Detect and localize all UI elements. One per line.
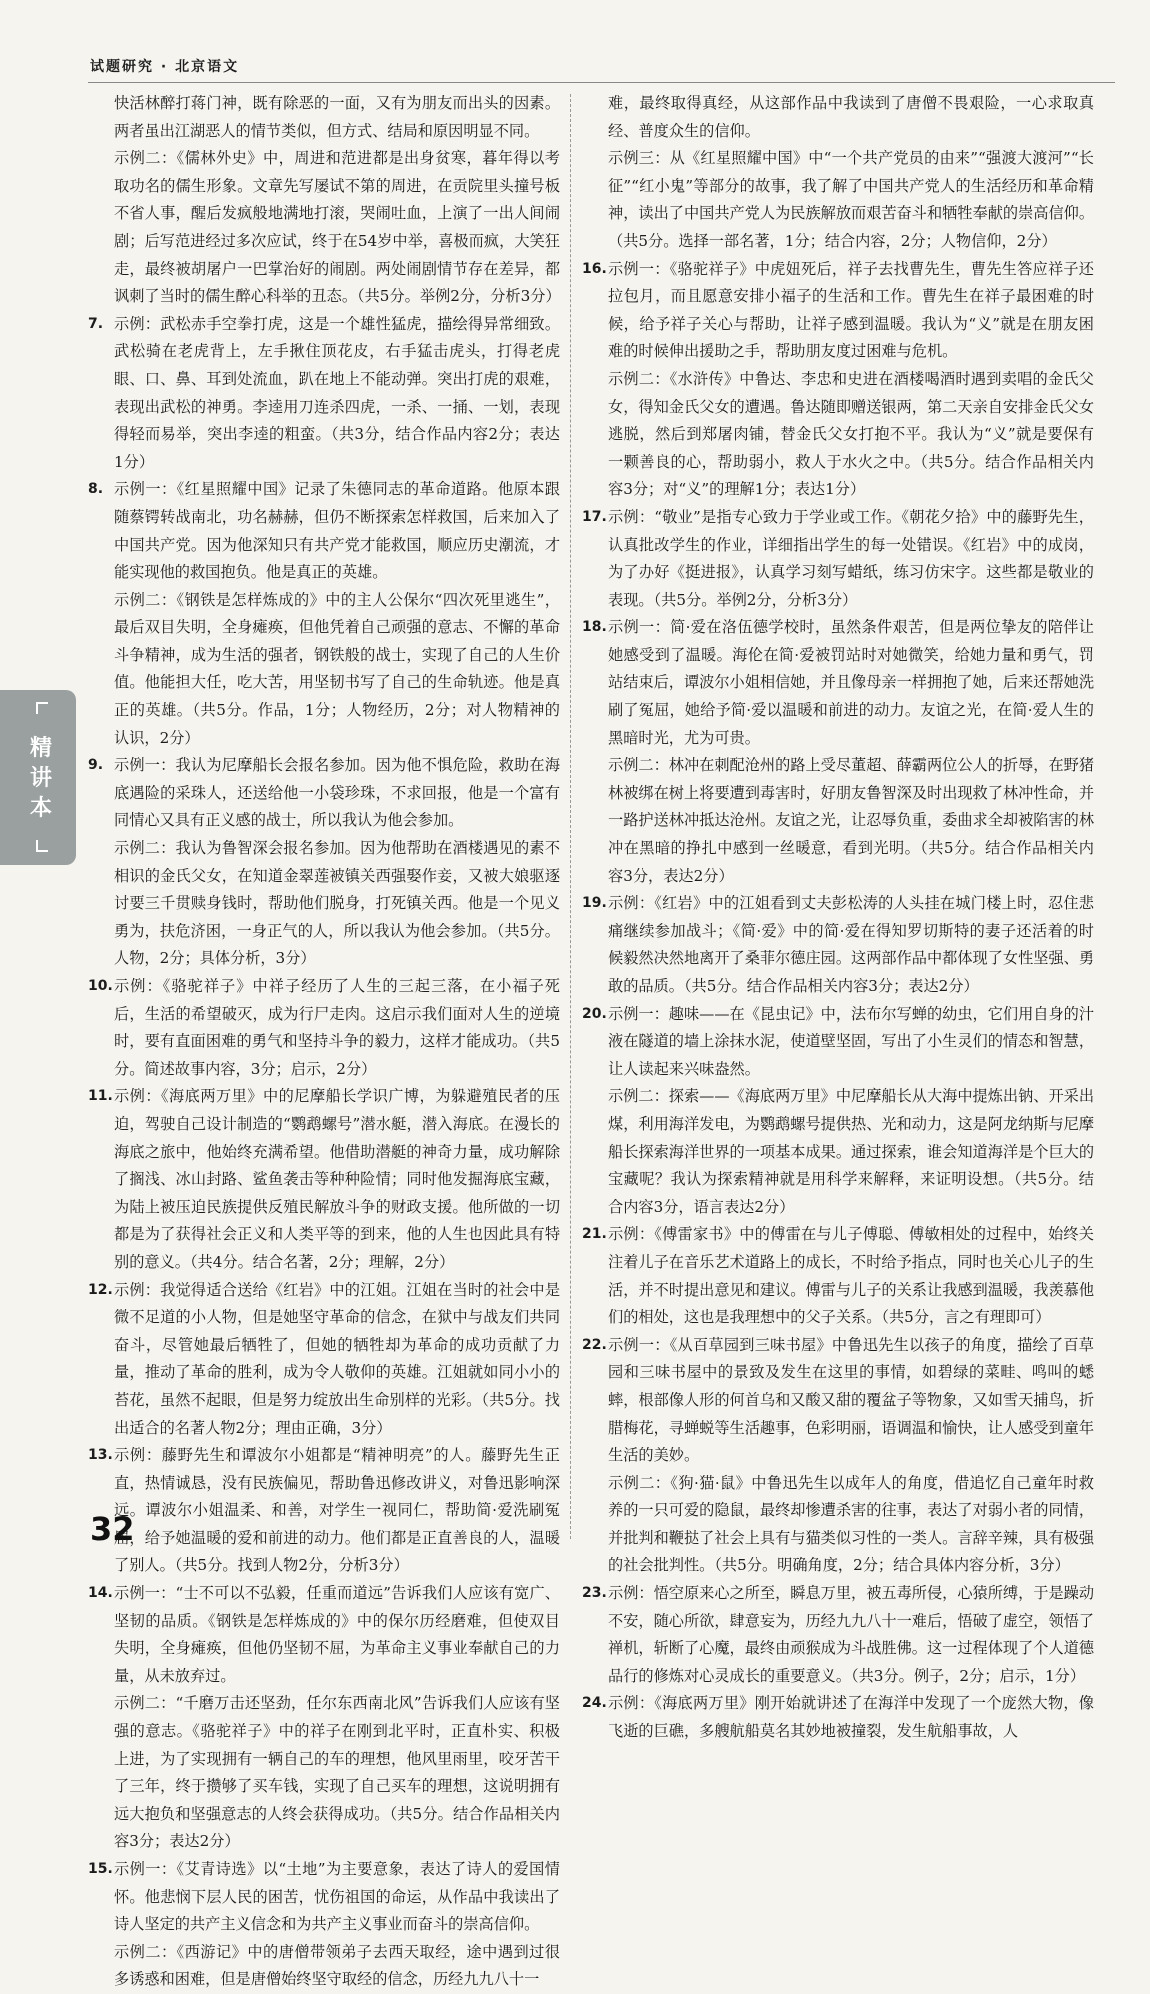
question-number: 13. bbox=[88, 1447, 113, 1464]
answer-text: 示例一：《艾青诗选》以“土地”为主要意象，表达了诗人的爱国情怀。他悲悯下层人民的困苦，忧伤祖国的命运，从作品中我读出了诗人坚定的共产主义信念和为共产主义事业而奋斗的崇高信仰。 bbox=[114, 1860, 560, 1934]
answer-text: 示例一：“士不可以不弘毅，任重而道远”告诉我们人应该有宽广、坚韧的品质。《钢铁是怎样炼成的》中的保尔历经磨难，但使双目失明，全身瘫痪，但他仍坚韧不屈，为革命主义事业奉献自己的力量，从未放弃过。 bbox=[114, 1584, 560, 1685]
question-number: 22. bbox=[582, 1336, 607, 1353]
question-number: 11. bbox=[88, 1088, 113, 1105]
answer-item bbox=[584, 614, 1094, 752]
question-number: 23. bbox=[582, 1585, 607, 1602]
answer-text: 示例：《海底两万里》刚开始就讲述了在海洋中发现了一个庞然大物，像飞逝的巨礁，多艘航船莫名其妙地被撞裂，发生航船事故，人 bbox=[608, 1694, 1094, 1741]
answer-paragraph: 示例二：《狗·猫·鼠》中鲁迅先生以成年人的角度，借追忆自己童年时救养的一只可爱的隐鼠，最终却惨遭杀害的往事，表达了对弱小者的同情，并批判和鞭挞了社会上具有与猫类似习性的一类人。言辞辛辣，具有极强的社会批判性。（共5分。明确角度，2分；结合具体内容分析，3分） bbox=[608, 1473, 1094, 1575]
answer-text: 示例：悟空原来心之所至，瞬息万里，被五毒所侵，心猿所缚，于是躁动不安，随心所欲，肆意妄为，历经九九八十一难后，悟破了虚空，领悟了禅机，斩断了心魔，最终由顽猴成为斗战胜佛。这一过程体现了个人道德品行的修炼对心灵成长的重要意义。（共3分。例子，2分；启示，1分） bbox=[608, 1584, 1094, 1685]
answer-text: 示例一：《骆驼祥子》中虎妞死后，祥子去找曹先生，曹先生答应祥子还拉包月，而且愿意安排小福子的生活和工作。曹先生在祥子最困难的时候，给予祥子关心与帮助，让祥子感到温暖。我认为“义”就是在朋友困难的时候伸出援助之手，帮助朋友度过困难与危机。 bbox=[608, 259, 1094, 361]
question-number: 8. bbox=[88, 481, 104, 498]
question-number: 24. bbox=[582, 1695, 607, 1712]
question-number: 15. bbox=[88, 1861, 113, 1877]
answer-item bbox=[90, 1083, 560, 1276]
answer-paragraph: 难，最终取得真经，从这部作品中我读到了唐僧不畏艰险，一心求取真经、普度众生的信仰。 bbox=[608, 94, 1094, 140]
answer-item bbox=[90, 1442, 560, 1580]
tab-corner-mark bbox=[36, 702, 48, 714]
answer-paragraph: 示例二：探索——《海底两万里》中尼摩船长从大海中提炼出钠、开采出煤，利用海洋发电，为鹦鹉螺号提供热、光和动力，这是阿龙纳斯与尼摩船长探索海洋世界的一项基本成果。通过探索，谁会知道海洋是个巨大的宝藏呢？我认为探索精神就是用科学来解释，来证明设想。（共5分。结合内容3分，语言表达2分） bbox=[608, 1087, 1094, 1216]
question-number: 10. bbox=[88, 978, 113, 994]
answer-paragraph: 示例二：林冲在刺配沧州的路上受尽董超、薛霸两位公人的折辱，在野猪林被绑在树上将要遭到毒害时，好朋友鲁智深及时出现救了林冲性命，并一路护送林冲抵达沧州。友谊之光，让忍辱负重，委曲求全却被陷害的林冲在黑暗的挣扎中感到一丝暖意，看到光明。（共5分。结合作品相关内容3分，表达2分） bbox=[608, 756, 1094, 885]
section-tab bbox=[0, 690, 76, 865]
answer-text: 示例：“敬业”是指专心致力于学业或工作。《朝花夕拾》中的藤野先生，认真批改学生的作业，详细指出学生的每一处错误。《红岩》中的成岗，为了办好《挺进报》，认真学习刻写蜡纸，练习仿宋字。这些都是敬业的表现。（共5分。举例2分，分析3分） bbox=[608, 507, 1094, 609]
answer-text: 示例：武松赤手空拳打虎，这是一个雄性猛虎，描绘得异常细致。武松骑在老虎背上，左手揪住顶花皮，右手猛击虎头，打得老虎眼、口、鼻、耳到处流血，趴在地上不能动弹。突出打虎的艰难，表现出武松的神勇。李逵用刀连杀四虎，一杀、一捅、一划，表现得轻而易举，突出李逵的粗蛮。（共3分，结合作品内容2分；表达1分） bbox=[114, 314, 560, 471]
question-number: 21. bbox=[582, 1226, 607, 1243]
answer-text: 示例：藤野先生和谭波尔小姐都是“精神明亮”的人。藤野先生正直，热情诚恳，没有民族偏见，帮助鲁迅修改讲义，对鲁迅影响深远。谭波尔小姐温柔、和善，对学生一视同仁，帮助简·爱洗刷冤屈，给予她温暖的爱和前进的动力。他们都是正直善良的人，温暖了别人。（共5分。找到人物2分，分析3分） bbox=[114, 1446, 560, 1575]
answer-item bbox=[584, 1690, 1094, 1745]
answer-item bbox=[90, 476, 560, 586]
section-tab-label: 精讲本 bbox=[29, 736, 52, 821]
answer-item bbox=[584, 1001, 1094, 1084]
question-number: 17. bbox=[582, 508, 607, 525]
question-number: 12. bbox=[88, 1281, 113, 1298]
page-number: 32 bbox=[90, 1510, 135, 1548]
answer-paragraph: 示例二：“千磨万击还坚劲，任尔东西南北风”告诉我们人应该有坚强的意志。《骆驼祥子》中的祥子在刚到北平时，正直朴实、积极上进，为了实现拥有一辆自己的车的理想，他风里雨里，咬牙苦干了三年，终于攒够了买车钱，实现了自己买车的理想，这说明拥有远大抱负和坚强意志的人终会获得成功。（共5分。结合作品相关内容3分；表达2分） bbox=[114, 1694, 560, 1851]
answer-text: 示例一：《红星照耀中国》记录了朱德同志的革命道路。他原本跟随蔡锷转战南北，功名赫赫，但仍不断探索怎样救国，后来加入了中国共产党。因为他深知只有共产党才能救国，顺应历史潮流，才能实现他的救国抱负。他是真正的英雄。 bbox=[114, 480, 560, 582]
answer-item bbox=[584, 504, 1094, 614]
answer-item bbox=[90, 752, 560, 835]
page-header: 试题研究 · 北京语文 bbox=[90, 59, 240, 75]
right-column bbox=[584, 90, 1094, 1746]
answer-paragraph: 示例二：《西游记》中的唐僧带领弟子去西天取经，途中遇到过很多诱惑和困难，但是唐僧始终坚守取经的信念，历经九九八十一 bbox=[114, 1942, 560, 1989]
column-divider bbox=[570, 94, 571, 1539]
question-number: 19. bbox=[582, 895, 607, 912]
answer-text: 示例：《海底两万里》中的尼摩船长学识广博，为躲避殖民者的压迫，驾驶自己设计制造的“鹦鹉螺号”潜水艇，潜入海底。在漫长的海底之旅中，他始终充满希望。他借助潜艇的神奇力量，成功解除了搁浅、冰山封路、鲨鱼袭击等种种险情；同时他发掘海底宝藏，为陆上被压迫民族提供反殖民解放斗争的财政支援。他所做的一切都是为了获得社会正义和人类平等的到来，他的人生也因此具有特别的意义。（共4分。结合名著，2分；理解，2分） bbox=[114, 1087, 560, 1271]
answer-item bbox=[90, 1580, 560, 1690]
answer-item bbox=[90, 973, 560, 1083]
answer-paragraph: 示例三：从《红星照耀中国》中“一个共产党员的由来”“强渡大渡河”“长征”“红小鬼”等部分的故事，我了解了中国共产党人的生活经历和革命精神，读出了中国共产党人为民族解放而艰苦奋斗和牺牲奉献的崇高信仰。（共5分。选择一部名著，1分；结合内容，2分；人物信仰，2分） bbox=[608, 149, 1094, 250]
answer-text: 示例一：简·爱在洛伍德学校时，虽然条件艰苦，但是两位挚友的陪伴让她感受到了温暖。海伦在简·爱被罚站时对她微笑，给她力量和勇气，罚站结束后，谭波尔小姐相信她，并且像母亲一样拥抱了她，后来还帮她洗刷了冤屈，她给予简·爱以温暖和前进的动力。友谊之光，在简·爱人生的黑暗时光，尤为可贵。 bbox=[608, 618, 1094, 747]
answer-paragraph: 示例二：《儒林外史》中，周进和范进都是出身贫寒，暮年得以考取功名的儒生形象。文章先写屡试不第的周进，在贡院里头撞号板不省人事，醒后发疯般地满地打滚，哭闹吐血，上演了一出人间闹剧；后写范进经过多次应试，终于在54岁中举，喜极而疯，大笑狂走，最终被胡屠户一巴掌治好的闹剧。两处闹剧情节存在差异，都讽刺了当时的儒生醉心科举的丑态。（共5分。举例2分，分析3分） bbox=[114, 149, 561, 306]
question-number: 20. bbox=[582, 1005, 607, 1022]
answer-item bbox=[90, 1856, 560, 1939]
answer-paragraph: 示例二：《钢铁是怎样炼成的》中的主人公保尔“四次死里逃生”，最后双目失明，全身瘫痪，但他凭着自己顽强的意志、不懈的革命斗争精神，成为生活的强者，钢铁般的战士，实现了自己的人生价值。他能担大任，吃大苦，用坚韧书写了自己的生命轨迹。他是真正的英雄。（共5分。作品，1分；人物经历，2分；对人物精神的认识，2分） bbox=[114, 590, 560, 747]
answer-item bbox=[584, 1580, 1094, 1690]
answer-item bbox=[584, 1221, 1094, 1331]
answer-item bbox=[90, 1277, 560, 1443]
answer-text: 示例：《骆驼祥子》中祥子经历了人生的三起三落，在小福子死后，生活的希望破灭，成为行尸走肉。这启示我们面对人生的逆境时，要有直面困难的勇气和坚持斗争的毅力，这样才能成功。（共5分。简述故事内容，3分；启示，2分） bbox=[114, 977, 560, 1078]
answer-text: 示例一：趣味——在《昆虫记》中，法布尔写蝉的幼虫，它们用自身的汁液在隧道的墙上涂抹水泥，使道壁坚固，写出了小生灵们的情态和智慧，让人读起来兴味盎然。 bbox=[608, 1004, 1094, 1078]
left-column bbox=[90, 90, 560, 1994]
question-number: 18. bbox=[582, 619, 607, 636]
answer-text: 示例一：我认为尼摩船长会报名参加。因为他不惧危险，救助在海底遇险的采珠人，还送给他一小袋珍珠，不求回报，他是一个富有同情心又具有正义感的战士，所以我认为他会参加。 bbox=[114, 756, 560, 830]
tab-corner-mark bbox=[36, 840, 48, 852]
question-number: 16. bbox=[582, 260, 607, 277]
answer-item bbox=[584, 1332, 1094, 1470]
answer-item bbox=[584, 256, 1094, 366]
header-divider bbox=[88, 82, 1115, 83]
question-number: 14. bbox=[88, 1585, 113, 1602]
answer-text: 示例：《红岩》中的江姐看到丈夫彭松涛的人头挂在城门楼上时，忍住悲痛继续参加战斗；《简·爱》中的简·爱在得知罗切斯特的妻子还活着的时候毅然决然地离开了桑菲尔德庄园。这两部作品中都体现了女性坚强、勇敢的品质。（共5分。结合作品相关内容3分；表达2分） bbox=[608, 894, 1094, 995]
answer-text: 示例：我觉得适合送给《红岩》中的江姐。江姐在当时的社会中是微不足道的小人物，但是她坚守革命的信念，在狱中与战友们共同奋斗，尽管她最后牺牲了，但她的牺牲却为革命的成功贡献了力量，推动了革命的胜利，成为令人敬仰的英雄。江姐就如同小小的苔花，虽然不起眼，但是努力绽放出生命别样的光彩。（共5分。找出适合的名著人物2分；理由正确，3分） bbox=[114, 1280, 560, 1437]
answer-item bbox=[584, 890, 1094, 1000]
answer-text: 示例一：《从百草园到三味书屋》中鲁迅先生以孩子的角度，描绘了百草园和三味书屋中的景致及发生在这里的事情，如碧绿的菜畦、鸣叫的蟋蟀，根部像人形的何首乌和又酸又甜的覆盆子等物象，又如雪天捕鸟，折腊梅花，寻蝉蜕等生活趣事，色彩明丽，语调温和愉快，让人感受到童年生活的美妙。 bbox=[608, 1335, 1094, 1465]
answer-item bbox=[90, 311, 560, 477]
answer-paragraph: 快活林醉打蒋门神，既有除恶的一面，又有为朋友而出头的因素。两者虽出江湖恶人的情节类似，但方式、结局和原因明显不同。 bbox=[114, 94, 560, 140]
question-number: 7. bbox=[88, 315, 104, 332]
answer-paragraph: 示例二：《水浒传》中鲁达、李忠和史进在酒楼喝酒时遇到卖唱的金氏父女，得知金氏父女的遭遇。鲁达随即赠送银两，第二天亲自安排金氏父女逃脱，然后到郑屠肉铺，替金氏父女打抱不平。我认为“义”就是要保有一颗善良的心，帮助弱小，救人于水火之中。（共5分。结合作品相关内容3分；对“义”的理解1分；表达1分） bbox=[608, 369, 1094, 499]
question-number: 9. bbox=[88, 757, 104, 774]
answer-paragraph: 示例二：我认为鲁智深会报名参加。因为他帮助在酒楼遇见的素不相识的金氏父女，在知道金翠莲被镇关西强娶作妾，又被大娘驱逐讨要三千贯赎身钱时，帮助他们脱身，打死镇关西。他是一个见义勇为，扶危济困，一身正气的人，所以我认为他会参加。（共5分。人物，2分；具体分析，3分） bbox=[114, 839, 560, 968]
answer-text: 示例：《傅雷家书》中的傅雷在与儿子傅聪、傅敏相处的过程中，始终关注着儿子在音乐艺术道路上的成长，不时给予指点，同时也关心儿子的生活，并不时提出意见和建议。傅雷与儿子的关系让我感到温暖，我羡慕他们的相处，这也是我理想中的父子关系。（共5分，言之有理即可） bbox=[608, 1225, 1094, 1327]
